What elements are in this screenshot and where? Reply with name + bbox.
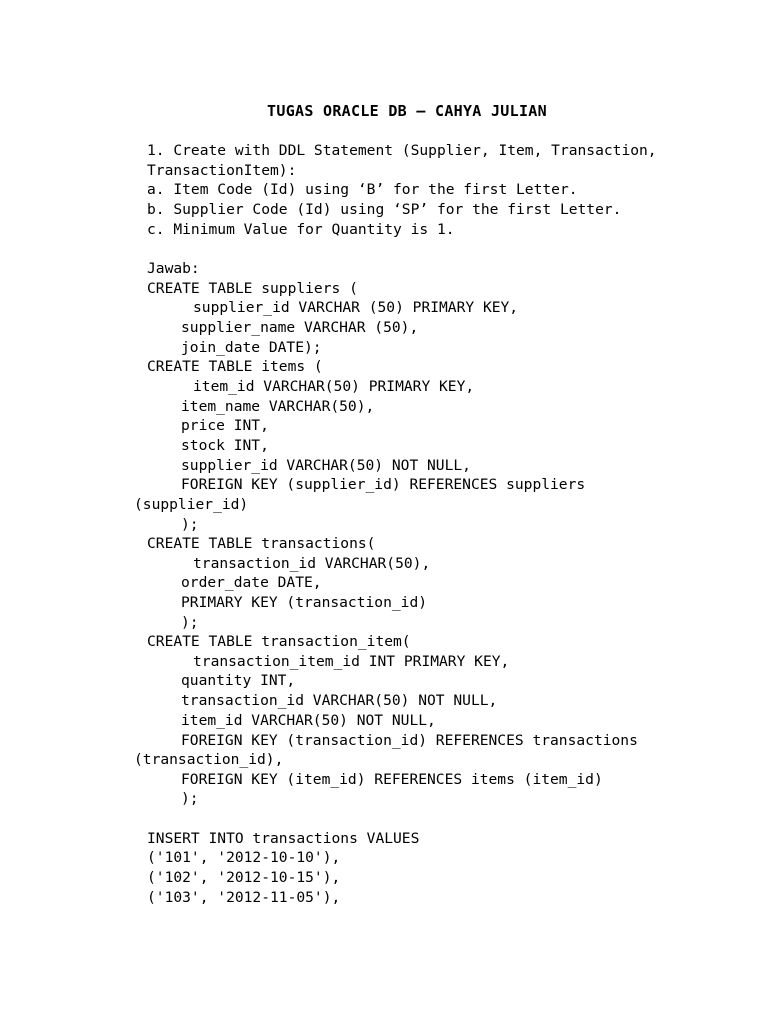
code-line: (supplier_id) (134, 496, 249, 513)
code-line: supplier_id VARCHAR(50) NOT NULL, (181, 457, 471, 474)
code-line: order_date DATE, (181, 574, 322, 591)
code-line: CREATE TABLE transaction_item( (147, 633, 411, 650)
code-line: supplier_name VARCHAR (50), (181, 319, 419, 336)
document-title: TUGAS ORACLE DB – CAHYA JULIAN (267, 102, 547, 120)
code-line: quantity INT, (181, 672, 296, 689)
code-line: supplier_id VARCHAR (50) PRIMARY KEY, (193, 299, 519, 316)
question-line-2: TransactionItem): (147, 162, 297, 179)
code-line: ); (181, 516, 199, 533)
code-line: item_id VARCHAR(50) NOT NULL, (181, 712, 436, 729)
code-line: join_date DATE); (181, 339, 322, 356)
code-line: ); (181, 614, 199, 631)
question-item-a: a. Item Code (Id) using ‘B’ for the first Letter. (147, 181, 578, 198)
insert-line: ('103', '2012-11-05'), (147, 889, 341, 906)
question-line-1: 1. Create with DDL Statement (Supplier, Item, Transaction, (147, 142, 657, 159)
code-line: item_id VARCHAR(50) PRIMARY KEY, (193, 378, 475, 395)
code-line: (transaction_id), (134, 751, 284, 768)
insert-line: INSERT INTO transactions VALUES (147, 830, 420, 847)
code-line: FOREIGN KEY (supplier_id) REFERENCES suppliers (181, 476, 586, 493)
insert-line: ('101', '2012-10-10'), (147, 849, 341, 866)
code-line: stock INT, (181, 437, 269, 454)
code-line: PRIMARY KEY (transaction_id) (181, 594, 428, 611)
question-item-c: c. Minimum Value for Quantity is 1. (147, 221, 455, 238)
code-line: transaction_id VARCHAR(50) NOT NULL, (181, 692, 498, 709)
code-line: price INT, (181, 417, 269, 434)
code-line: transaction_id VARCHAR(50), (193, 555, 431, 572)
question-item-b: b. Supplier Code (Id) using ‘SP’ for the first Letter. (147, 201, 622, 218)
code-line: CREATE TABLE transactions( (147, 535, 376, 552)
code-line: CREATE TABLE items ( (147, 358, 323, 375)
answer-label: Jawab: (147, 260, 200, 277)
code-line: transaction_item_id INT PRIMARY KEY, (193, 653, 510, 670)
insert-line: ('102', '2012-10-15'), (147, 869, 341, 886)
code-line: FOREIGN KEY (transaction_id) REFERENCES transactions (181, 732, 638, 749)
code-line: FOREIGN KEY (item_id) REFERENCES items (item_id) (181, 771, 603, 788)
code-line: CREATE TABLE suppliers ( (147, 280, 358, 297)
code-line: ); (181, 790, 199, 807)
code-line: item_name VARCHAR(50), (181, 398, 375, 415)
